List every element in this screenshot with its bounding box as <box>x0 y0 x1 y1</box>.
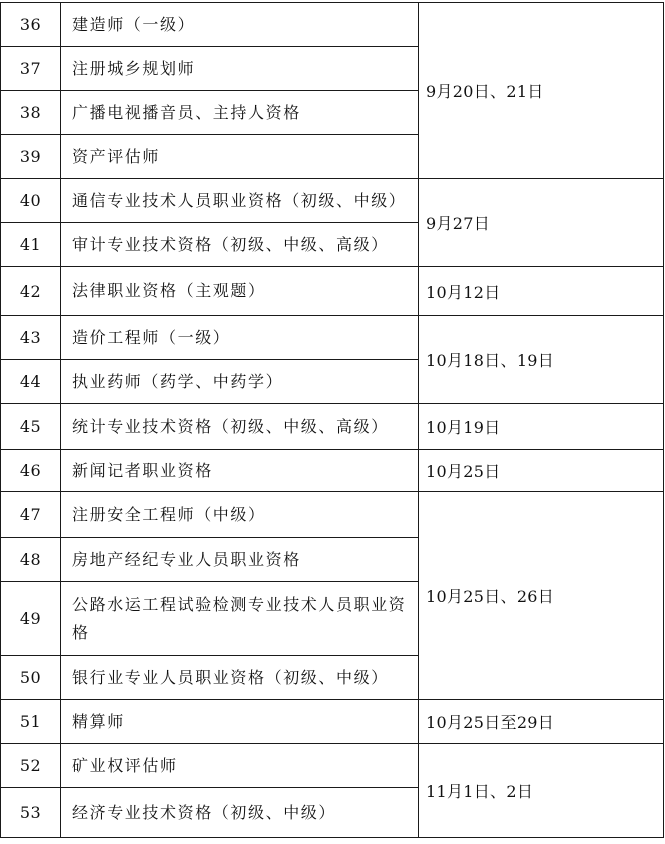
exam-name: 新闻记者职业资格 <box>61 450 419 492</box>
exam-name: 注册城乡规划师 <box>61 47 419 91</box>
exam-name: 造价工程师（一级） <box>61 316 419 360</box>
exam-date: 10月25日至29日 <box>419 700 664 744</box>
exam-name: 公路水运工程试验检测专业技术人员职业资格 <box>61 582 419 656</box>
row-number: 46 <box>1 450 61 492</box>
exam-date: 10月25日 <box>419 450 664 492</box>
table-row <box>1 744 664 788</box>
row-number: 36 <box>1 3 61 47</box>
row-number: 48 <box>1 538 61 582</box>
exam-date: 9月27日 <box>419 179 664 267</box>
exam-name: 矿业权评估师 <box>61 744 419 788</box>
row-number: 52 <box>1 744 61 788</box>
exam-date: 11月1日、2日 <box>419 744 664 838</box>
exam-date: 10月25日、26日 <box>419 492 664 700</box>
table-row <box>1 179 664 223</box>
exam-name: 房地产经纪专业人员职业资格 <box>61 538 419 582</box>
exam-schedule-body <box>1 3 664 838</box>
exam-name: 通信专业技术人员职业资格（初级、中级） <box>61 179 419 223</box>
row-number: 37 <box>1 47 61 91</box>
exam-schedule-table <box>0 2 664 838</box>
exam-name: 银行业专业人员职业资格（初级、中级） <box>61 656 419 700</box>
exam-name: 经济专业技术资格（初级、中级） <box>61 788 419 838</box>
row-number: 50 <box>1 656 61 700</box>
row-number: 43 <box>1 316 61 360</box>
row-number: 53 <box>1 788 61 838</box>
exam-name: 精算师 <box>61 700 419 744</box>
table-row <box>1 267 664 316</box>
table-row <box>1 450 664 492</box>
exam-name: 法律职业资格（主观题） <box>61 267 419 316</box>
table-row <box>1 700 664 744</box>
exam-name: 广播电视播音员、主持人资格 <box>61 91 419 135</box>
row-number: 51 <box>1 700 61 744</box>
table-row <box>1 404 664 450</box>
row-number: 40 <box>1 179 61 223</box>
exam-date: 9月20日、21日 <box>419 3 664 179</box>
row-number: 39 <box>1 135 61 179</box>
exam-name: 注册安全工程师（中级） <box>61 492 419 538</box>
exam-date: 10月12日 <box>419 267 664 316</box>
exam-name: 审计专业技术资格（初级、中级、高级） <box>61 223 419 267</box>
table-row <box>1 316 664 360</box>
row-number: 44 <box>1 360 61 404</box>
row-number: 47 <box>1 492 61 538</box>
exam-date: 10月19日 <box>419 404 664 450</box>
exam-name: 统计专业技术资格（初级、中级、高级） <box>61 404 419 450</box>
exam-name: 建造师（一级） <box>61 3 419 47</box>
exam-date: 10月18日、19日 <box>419 316 664 404</box>
table-row <box>1 492 664 538</box>
row-number: 41 <box>1 223 61 267</box>
row-number: 42 <box>1 267 61 316</box>
row-number: 38 <box>1 91 61 135</box>
exam-name: 资产评估师 <box>61 135 419 179</box>
row-number: 49 <box>1 582 61 656</box>
table-row <box>1 3 664 47</box>
row-number: 45 <box>1 404 61 450</box>
exam-name: 执业药师（药学、中药学） <box>61 360 419 404</box>
